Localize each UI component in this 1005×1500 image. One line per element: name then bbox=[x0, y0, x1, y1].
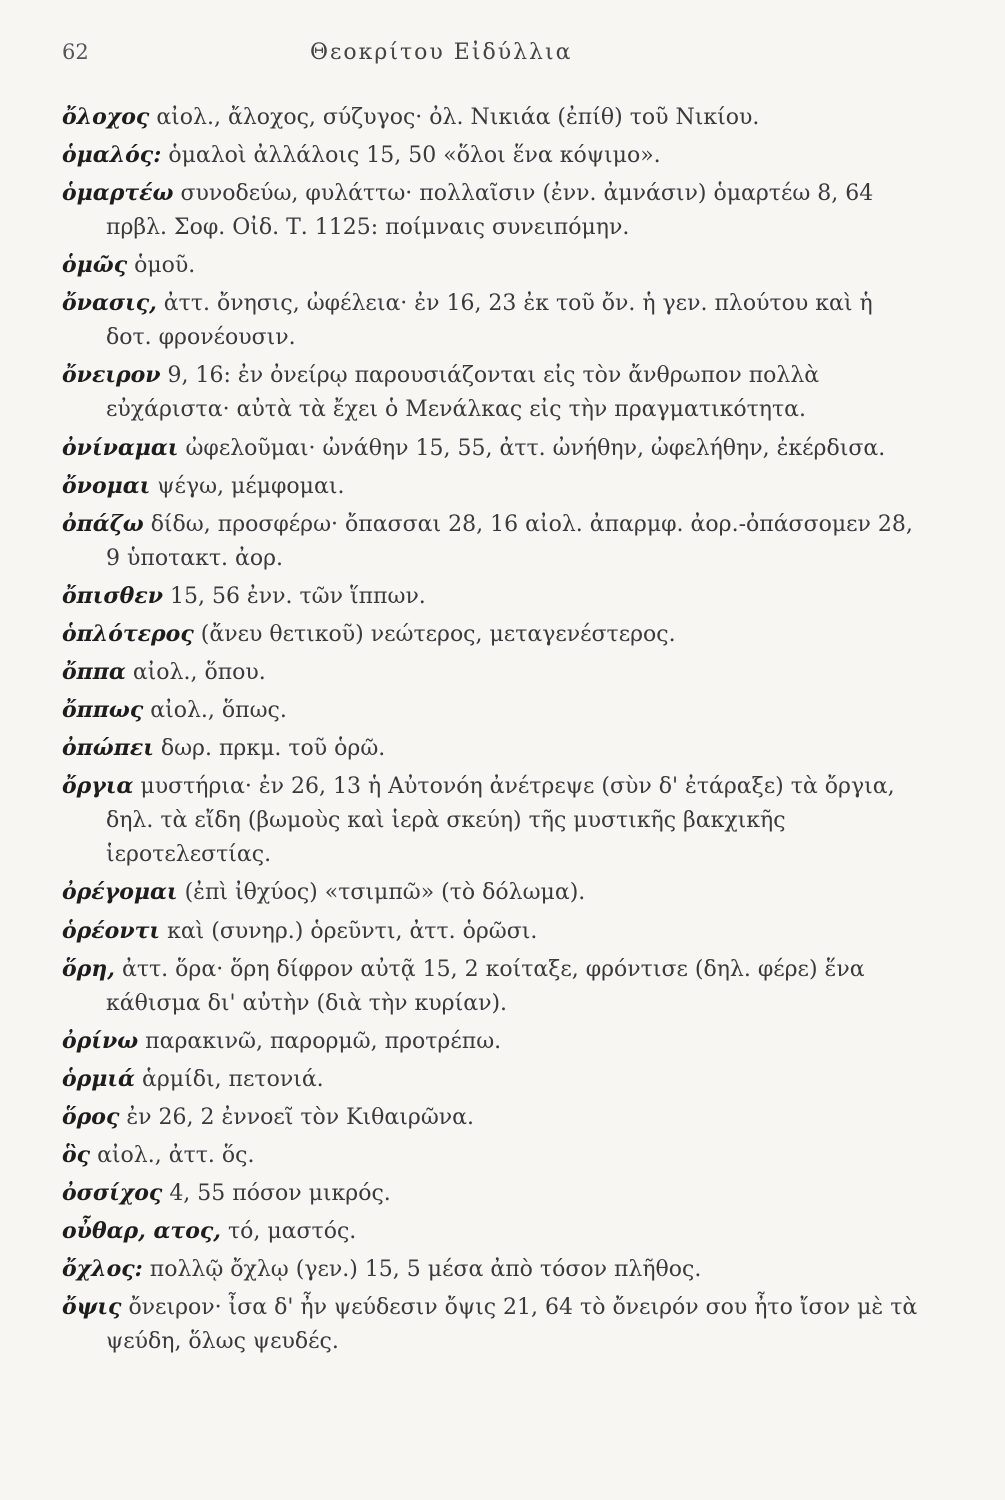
entry-headword: ὁμαλός: bbox=[62, 142, 162, 169]
entry-headword: ὀπάζω bbox=[62, 510, 144, 537]
entry-headword: ὄνασις, bbox=[62, 290, 157, 317]
entry-text: 4, 55 πόσον μικρός. bbox=[169, 1181, 391, 1207]
entry-headword: ὁρμιά bbox=[62, 1065, 135, 1092]
entry-text: ὄνειρον· ἶσα δ' ἦν ψεύδεσιν ὄψις 21, 64 τὸ ὄνειρόν σου ἦτο ἴσον μὲ τὰ ψεύδη, ὅλως ψευδές. bbox=[106, 1295, 918, 1355]
entry-headword: οὖθαρ, ατος, bbox=[62, 1218, 221, 1245]
entry-text: τό, μαστός. bbox=[227, 1219, 357, 1245]
entry-text: (ἄνευ θετικοῦ) νεώτερος, μεταγενέστερος. bbox=[200, 621, 676, 647]
glossary-entry bbox=[62, 358, 922, 427]
entry-text: πολλῷ ὄχλῳ (γεν.) 15, 5 μέσα ἀπὸ τόσον πλῆθος. bbox=[149, 1257, 702, 1283]
entry-text: ὁμοῦ. bbox=[134, 253, 196, 279]
glossary-entry bbox=[62, 431, 922, 466]
entry-text: αἰολ., ὅπου. bbox=[132, 660, 266, 686]
running-title: Θεοκρίτου Εἰδύλλια bbox=[310, 40, 573, 65]
entry-text: ἀττ. ὅρα· ὅρη δίφρον αὐτᾷ 15, 2 κοίταξε, φρόντισε (δηλ. φέρε) ἕνα κάθισμα δι' αὐτὴν (διὰ τὴν κυρίαν). bbox=[106, 956, 865, 1016]
glossary-entry bbox=[62, 579, 922, 614]
entry-headword: ὄππως bbox=[62, 697, 144, 724]
glossary-entry bbox=[62, 693, 922, 728]
glossary-entry bbox=[62, 655, 922, 690]
entry-text: ἁρμίδι, πετονιά. bbox=[141, 1066, 324, 1092]
glossary-entry bbox=[62, 100, 922, 135]
entry-headword: ὄψις bbox=[62, 1294, 122, 1321]
entry-headword: ὁμῶς bbox=[62, 252, 128, 279]
glossary-entry bbox=[62, 769, 922, 872]
glossary-entry bbox=[62, 138, 922, 173]
entry-text: 15, 56 ἐνν. τῶν ἵππων. bbox=[169, 583, 426, 609]
entry-text: ψέγω, μέμφομαι. bbox=[157, 473, 345, 499]
entry-headword: ὀρίνω bbox=[62, 1027, 139, 1054]
glossary-entry bbox=[62, 507, 922, 576]
entry-headword: ὅρη, bbox=[62, 955, 115, 982]
entry-headword: ὄλοχος bbox=[62, 104, 150, 130]
glossary-entry bbox=[62, 1252, 922, 1287]
entry-text: αἰολ., ἀττ. ὅς. bbox=[97, 1142, 255, 1168]
glossary-entry bbox=[62, 286, 922, 355]
page-header bbox=[62, 40, 885, 80]
entry-headword: ὀσσίχος bbox=[62, 1180, 163, 1207]
entry-text: καὶ (συνηρ.) ὁρεῦντι, ἀττ. ὁρῶσι. bbox=[167, 918, 538, 944]
glossary-entry bbox=[62, 1062, 922, 1097]
glossary-entry bbox=[62, 1138, 922, 1173]
entry-headword: ὃς bbox=[62, 1141, 91, 1168]
glossary-entry bbox=[62, 914, 922, 949]
glossary-entry bbox=[62, 1176, 922, 1211]
entry-headword: ὄπισθεν bbox=[62, 582, 163, 609]
entry-headword: ὁπλότερος bbox=[62, 620, 194, 647]
entry-text: αἰολ., ἄλοχος, σύζυγος· ὀλ. Νικιάα (ἐπίθ) τοῦ Νικίου. bbox=[156, 105, 760, 130]
entry-text: ἀττ. ὄνησις, ὠφέλεια· ἐν 16, 23 ἐκ τοῦ ὄν. ἡ γεν. πλούτου καὶ ἡ δοτ. φρονέουσιν. bbox=[106, 291, 873, 351]
entry-headword: ὄνομαι bbox=[62, 472, 151, 499]
page-number: 62 bbox=[62, 40, 89, 64]
glossary-entry bbox=[62, 952, 922, 1021]
entry-text: δωρ. πρκμ. τοῦ ὁρῶ. bbox=[160, 736, 386, 762]
entry-headword: ὀπώπει bbox=[62, 735, 154, 762]
entry-text: ὁμαλοὶ ἀλλάλοις 15, 50 «ὅλοι ἕνα κόψιμο». bbox=[168, 143, 661, 169]
glossary-entry bbox=[62, 1290, 922, 1359]
entry-text: (ἐπὶ ἰθχύος) «τσιμπῶ» (τὸ δόλωμα). bbox=[184, 880, 586, 906]
entry-headword: ὀνίναμαι bbox=[62, 434, 179, 461]
entry-headword: ὀρέγομαι bbox=[62, 879, 178, 906]
entry-headword: ὄνειρον bbox=[62, 362, 161, 389]
glossary-entry bbox=[62, 1214, 922, 1249]
glossary-entry bbox=[62, 617, 922, 652]
entry-text: παρακινῶ, παρορμῶ, προτρέπω. bbox=[145, 1028, 502, 1054]
entry-headword: ὄππα bbox=[62, 659, 126, 686]
glossary-entries bbox=[62, 100, 922, 1362]
entry-text: συνοδεύω, φυλάττω· πολλαῖσιν (ἐνν. ἀμνάσιν) ὁμαρτέω 8, 64 πρβλ. Σοφ. Οἰδ. Τ. 1125: ποίμναις συνειπόμην. bbox=[106, 181, 874, 241]
glossary-entry bbox=[62, 248, 922, 283]
entry-headword: ὁρέοντι bbox=[62, 917, 161, 944]
glossary-entry bbox=[62, 1024, 922, 1059]
glossary-entry bbox=[62, 469, 922, 504]
entry-text: 9, 16: ἐν ὀνείρῳ παρουσιάζονται εἰς τὸν ἄνθρωπον πολλὰ εὐχάριστα· αὐτὰ τὰ ἔχει ὁ Μενάλκας εἰς τὴν πραγματικότητα. bbox=[106, 363, 820, 423]
entry-text: ὠφελοῦμαι· ὠνάθην 15, 55, ἀττ. ὠνήθην, ὠφελήθην, ἐκέρδισα. bbox=[185, 435, 886, 461]
entry-text: μυστήρια· ἐν 26, 13 ἡ Αὐτονόη ἀνέτρεψε (σὺν δ' ἐτάραξε) τὰ ὄργια, δηλ. τὰ εἴδη (βωμοὺς καὶ ἱερὰ σκεύη) τῆς μυστικῆς βακχικῆς ἱεροτελεστίας. bbox=[106, 774, 895, 868]
glossary-entry bbox=[62, 875, 922, 910]
glossary-entry bbox=[62, 1100, 922, 1135]
entry-headword: ὄργια bbox=[62, 773, 134, 800]
entry-headword: ὄχλος: bbox=[62, 1256, 143, 1283]
entry-text: ἐν 26, 2 ἐννοεῖ τὸν Κιθαιρῶνα. bbox=[126, 1104, 475, 1130]
entry-headword: ὅρος bbox=[62, 1103, 120, 1130]
entry-text: δίδω, προσφέρω· ὄπασσαι 28, 16 αἰολ. ἀπαρμφ. ἀορ.-ὀπάσσομεν 28, 9 ὑποτακτ. ἀορ. bbox=[106, 511, 913, 571]
entry-headword: ὁμαρτέω bbox=[62, 180, 174, 207]
glossary-entry bbox=[62, 731, 922, 766]
entry-text: αἰολ., ὅπως. bbox=[150, 698, 287, 724]
glossary-entry bbox=[62, 176, 922, 245]
